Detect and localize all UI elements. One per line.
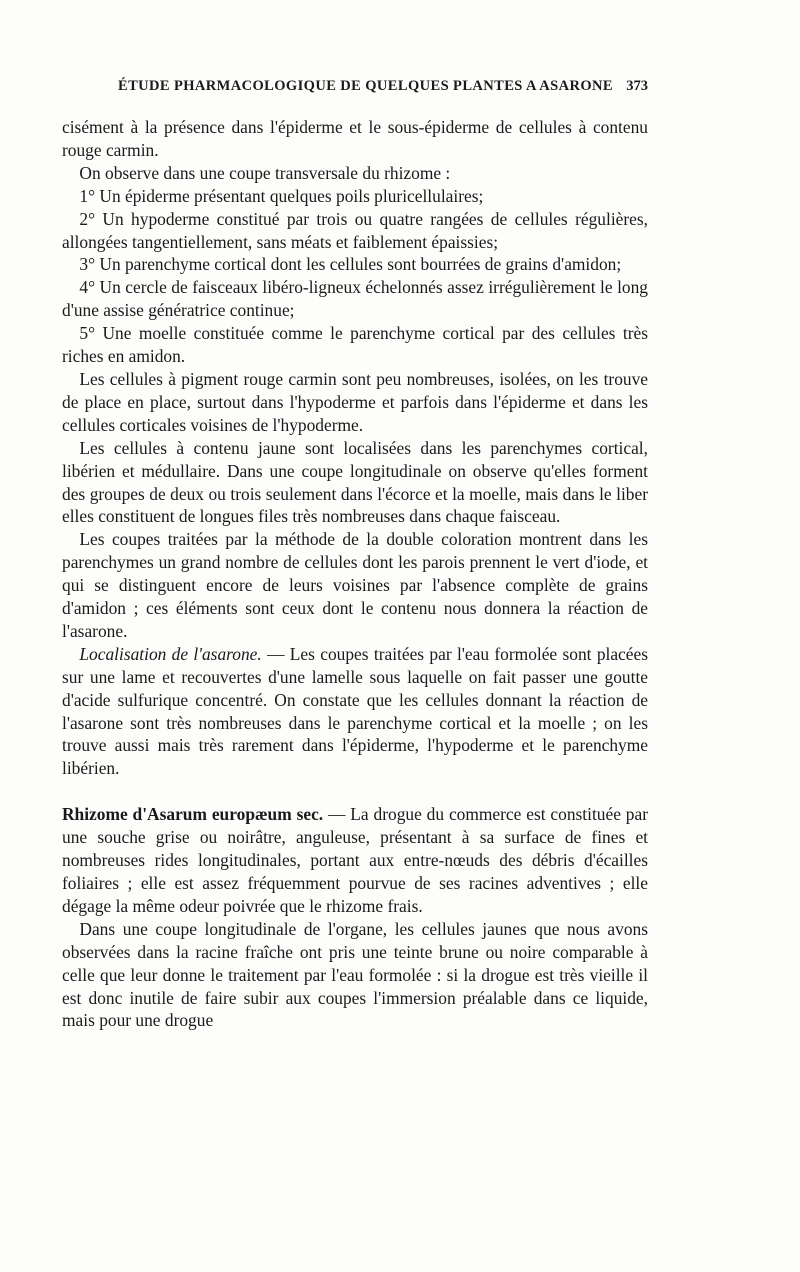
paragraph-double-coloration: Les coupes traitées par la méthode de la double coloration montrent dans les parenchymes un grand nombre de cellules dont les parois prennent le vert d'iode, et qui se distinguent encore de leurs voisines par l'absence complète de grains d'amidon ; ces éléments sont ceux dont le contenu nous donnera la réaction de l'asarone. xyxy=(62,529,648,641)
paragraph-rhizome-sec xyxy=(62,803,648,918)
paragraph: On observe dans une coupe transversale du rhizome : xyxy=(79,162,451,183)
paragraph-continuation: cisément à la présence dans l'épiderme et le sous-épiderme de cellules à contenu rouge carmin. xyxy=(62,117,648,160)
localisation-heading: Localisation de l'asarone. xyxy=(79,643,262,664)
rhizome-heading: Rhizome d'Asarum europæum sec. xyxy=(62,804,324,825)
running-header xyxy=(62,78,648,102)
paragraph-pigment: Les cellules à pigment rouge carmin sont peu nombreuses, isolées, on les trouve de place en place, surtout dans l'hypoderme et parfois dans l'épiderme et dans les cellules corticales voisines de l'hypoderme. xyxy=(62,368,648,435)
list-item-parenchyme: 3° Un parenchyme cortical dont les cellules sont bourrées de grains d'amidon; xyxy=(79,254,622,275)
list-item-epiderme: 1° Un épiderme présentant quelques poils pluricellulaires; xyxy=(79,185,484,206)
list-item-hypoderme: 2° Un hypoderme constitué par trois ou quatre rangées de cellules régulières, allongées tangentiellement, sans méats et faiblement épaissies; xyxy=(62,208,648,252)
page-number: 373 xyxy=(626,78,648,94)
paragraph-cellules-jaunes: Les cellules à contenu jaune sont localisées dans les parenchymes cortical, libérien et médullaire. Dans une coupe longitudinale on observe qu'elles forment des groupes de deux ou trois seulement dans l'écorce et la moelle, mais dans le liber elles constituent de longues files très nombreuses dans chaque faisceau. xyxy=(62,437,648,527)
rhizome-text: — La drogue du commerce est constituée par une souche grise ou noirâtre, anguleuse, présentant à sa surface de fines et nombreuses rides longitudinales, portant aux entre-nœuds des débris d'écailles foliaires ; elle est assez fréquemment pourvue de ses racines adventives ; elle dégage la même odeur poivrée que le rhizome frais. xyxy=(62,804,649,916)
list-item-faisceaux: 4° Un cercle de faisceaux libéro-ligneux échelonnés assez irrégulièrement le long d'une assise génératrice continue; xyxy=(62,277,648,321)
list-item-moelle: 5° Une moelle constituée comme le parenchyme cortical par des cellules très riches en amidon. xyxy=(62,323,648,367)
running-title: ÉTUDE PHARMACOLOGIQUE DE QUELQUES PLANTES A ASARONE xyxy=(118,78,613,94)
localisation-text: — Les coupes traitées par l'eau formolée sont placées sur une lame et recouvertes d'une lamelle sous laquelle on fait passer une goutte d'acide sulfurique concentré. On constate que les cellules donnant la réaction de l'asarone sont très nombreuses dans le parenchyme cortical et la moelle ; on les trouve aussi mais très rarement dans l'épiderme, l'hypoderme et le parenchyme libérien. xyxy=(62,643,648,779)
body-text xyxy=(62,116,648,1032)
paragraph-coupe-longitudinale: Dans une coupe longitudinale de l'organe, les cellules jaunes que nous avons observées dans la racine fraîche ont pris une teinte brune ou noire comparable à celle que leur donne le traitement par l'eau formolée : si la drogue est très vieille il est donc inutile de faire subir aux coupes l'immersion préalable dans ce liquide, mais pour une drogue xyxy=(62,918,648,1031)
paragraph-localisation xyxy=(62,643,648,780)
